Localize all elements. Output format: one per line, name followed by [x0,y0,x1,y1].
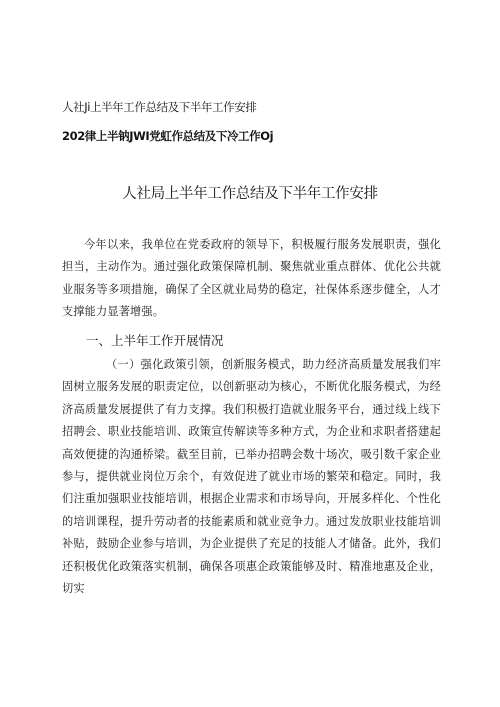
cover-title-line-1: 人社Ji上半年工作总结及下半年工作安排 [62,100,257,114]
document-title: 人社局上半年工作总结及下半年工作安排 [122,186,378,202]
section-paragraph: （一）强化政策引领，创新服务模式，助力经济高质量发展我们牢固树立服务发展的职责定位，以创新驱动为核心，不断优化服务模式，为经济高质量发展提供了有力支撑。我们积极打造就业服务平台，通过线上线下招聘会、职业技能培训、政策宣传解读等多种方式，为企业和求职者搭建起高效便捷的沟通桥梁。截至目前，已举办招聘会数十场次，吸引数千家企业参与，提供就业岗位万余个，有效促进了就业市场的繁荣和稳定。同时，我们注重加强职业技能培训，根据企业需求和市场导向，开展多样化、个性化的培训课程，提升劳动者的技能素质和就业竞争力。通过发放职业技能培训补贴，鼓励企业参与培训，为企业提供了充足的技能人才储备。此外，我们还积极优化政策落实机制，确保各项惠企政策能够及时、精准地惠及企业，切实 [62,358,441,596]
intro-paragraph: 今年以来，我单位在党委政府的领导下，积极履行服务发展职责，强化担当，主动作为。通过强化政策保障机制、聚焦就业重点群体、优化公共就业服务等多项措施，确保了全区就业局势的稳定，社保体系逐步健全，人才支撑能力显著增强。 [62,238,441,319]
section-heading: 一、上半年工作开展情况 [86,333,224,348]
cover-title-line-2: 202律上半钠JWI党虹作总结及下冷工作Oj [62,129,274,143]
